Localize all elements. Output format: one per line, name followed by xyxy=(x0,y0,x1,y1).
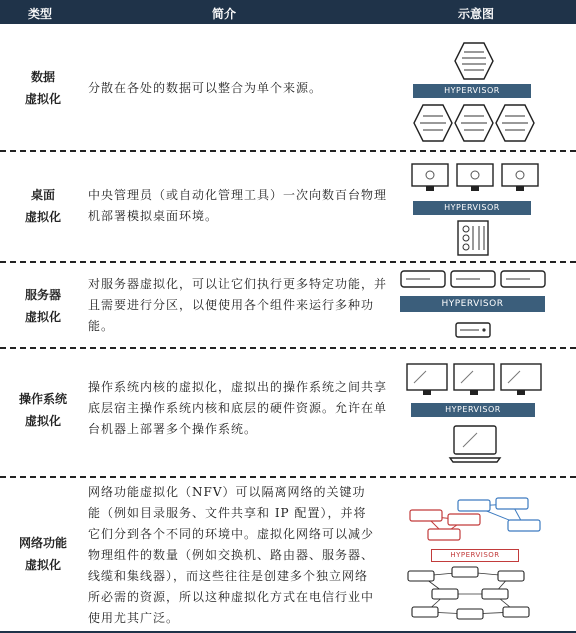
row-description: 对服务器虚拟化，可以让它们执行更多特定功能，并且需要进行分区，以便使用各个组件来运行多种功能。 xyxy=(88,277,388,333)
data-hexagon-group-icon xyxy=(414,104,534,142)
header-type: 类型 xyxy=(28,7,53,21)
laptop-icon xyxy=(449,425,501,463)
row-description: 网络功能虚拟化（NFV）可以隔离网络的关键功能（例如目录服务、文件共享和 IP 配置），并将它们分到各个不同的环境中。虚拟化网络可以减少物理组件的数量（例如交换机、路由器、服务器、线缆和集线器），而这些往往是创建多个独立网络所必需的资源，所以这种虚拟化方式在电信行业中使用尤其广泛。 xyxy=(88,485,375,625)
row-type: 操作系统 虚拟化 xyxy=(18,392,67,428)
data-hexagon-icon xyxy=(454,42,494,80)
row-separator xyxy=(0,261,576,263)
row-description: 分散在各处的数据可以整合为单个来源。 xyxy=(88,81,323,95)
virtual-network-nodes-icon xyxy=(404,496,554,544)
row-description: 中央管理员（或自动化管理工具）一次向数百台物理机部署模拟桌面环境。 xyxy=(88,188,388,223)
os-monitors-icon xyxy=(406,363,546,397)
row-separator xyxy=(0,150,576,152)
physical-server-icon xyxy=(455,322,491,338)
hypervisor-bar: HYPERVISOR xyxy=(413,84,531,98)
row-description: 操作系统内核的虚拟化，虚拟出的操作系统之间共享底层宿主操作系统内核和底层的硬件资源。允许在单台机器上部署多个操作系统。 xyxy=(88,380,388,436)
row-type: 网络功能 虚拟化 xyxy=(18,536,67,572)
server-units-icon xyxy=(400,270,550,290)
row-type: 数据 虚拟化 xyxy=(24,70,61,106)
row-separator xyxy=(0,347,576,349)
header-diagram: 示意图 xyxy=(458,7,495,21)
hypervisor-bar: HYPERVISOR xyxy=(411,403,535,417)
hypervisor-bar: HYPERVISOR xyxy=(413,201,531,215)
desktop-monitors-icon xyxy=(411,163,541,193)
table-header xyxy=(0,0,576,24)
row-type: 服务器 虚拟化 xyxy=(24,288,61,324)
row-separator xyxy=(0,476,576,478)
hypervisor-bar: HYPERVISOR xyxy=(400,296,545,312)
physical-network-icon xyxy=(406,566,546,622)
header-description: 简介 xyxy=(212,7,237,21)
row-type: 桌面 虚拟化 xyxy=(24,188,61,224)
control-panel-icon xyxy=(457,220,489,256)
hypervisor-bar: HYPERVISOR xyxy=(431,549,519,562)
